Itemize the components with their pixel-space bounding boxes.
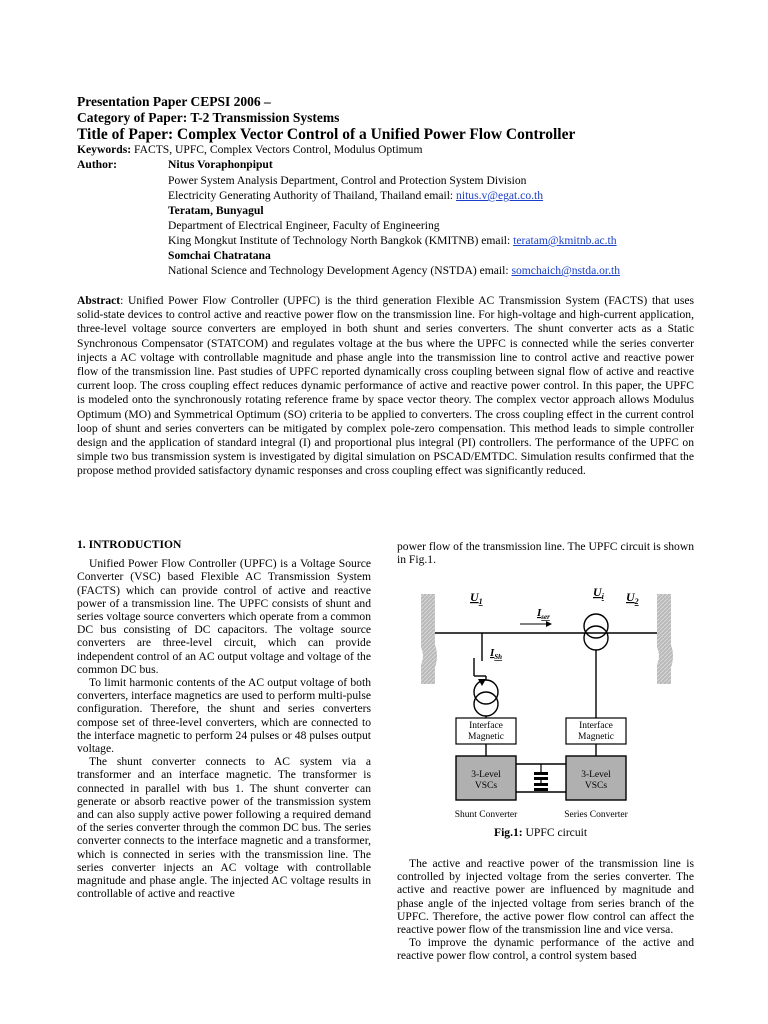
series-converter-label: Series Converter: [564, 810, 628, 820]
shunt-interface-label-1: Interface: [469, 721, 503, 731]
author-affiliation-1: Power System Analysis Department, Control and Protection System Division: [168, 174, 527, 187]
right-column-top: [397, 540, 694, 566]
label-ui: $U_i$: [593, 586, 604, 601]
right-paragraph-0: power flow of the transmission line. The UPFC circuit is shown in Fig.1.: [397, 540, 694, 567]
figure-caption: [494, 826, 587, 839]
author-name-2: Teratam, Bunyagul: [168, 204, 264, 217]
series-current-arrow-icon: [546, 621, 552, 627]
right-busbar: [664, 594, 666, 684]
upfc-figure: [400, 586, 690, 820]
right-paragraph-2: To improve the dynamic performance of the active and reactive power flow control, a control system based: [397, 936, 694, 963]
intro-paragraph-1: Unified Power Flow Controller (UPFC) is a Voltage Source Converter (VSC) based Flexible AC Transmission System (FACTS) which can provide control of active and reactive power of a transmission line. The UPFC consists of shunt and series voltage source converters which operate from a common DC bus consisting of DC capacitors. The voltage source converters are three-level circuit, which can provide independent control of an AC output voltage and voltage of the common DC bus.: [77, 557, 371, 676]
category-line: Category of Paper: T-2 Transmission Systems: [77, 110, 340, 125]
author-label: Author:: [77, 158, 117, 171]
abstract: [77, 294, 694, 479]
left-busbar: [428, 594, 430, 684]
intro-paragraph-2: To limit harmonic contents of the AC output voltage of both converters, interface magnetics are used to perform multi-pulse configuration. Therefore, the shunt and series converters compose set of three-level converters, which are connected to the interface magnetic to perform 24 pulses or 48 pulses output voltage.: [77, 676, 371, 756]
keywords-line: [77, 143, 423, 157]
label-ish: $I_{Sh}$: [490, 647, 503, 661]
author-name-3: Somchai Chatratana: [168, 249, 271, 262]
upfc-circuit-diagram: [400, 586, 690, 820]
introduction-column: [77, 538, 371, 900]
author-email-line-1: [168, 189, 543, 203]
author-email-line-3: [168, 264, 620, 278]
intro-paragraph-3: The shunt converter connects to AC system via a transformer and an interface magnetic. The transformer is connected in parallel with bus 1. The shunt converter can generate or absorb reactive power of the transmission system and can also supply active power following a required demand of the series converter through the common DC bus. The series converter connects to the interface magnetic and a transformer, which is connected in series with the transmission line. The series converter injects an AC voltage with controllable magnitude and phase angle. The injected AC voltage results in controllable of active and reactive: [77, 755, 371, 901]
shunt-interface-label-2: Magnetic: [468, 732, 504, 742]
shunt-vsc-label-2: VSCs: [474, 781, 498, 791]
dc-capacitor-icon: [534, 772, 548, 775]
author-email-prefix-2: King Mongkut Institute of Technology North Bangkok (KMITNB) email:: [168, 234, 514, 247]
paper-title: Title of Paper: Complex Vector Control of a Unified Power Flow Controller: [77, 126, 576, 143]
author-affiliation-2: Department of Electrical Engineer, Faculty of Engineering: [168, 219, 440, 232]
author-email-link-1[interactable]: nitus.v@egat.co.th: [456, 189, 544, 202]
section-heading: 1. INTRODUCTION: [77, 538, 182, 551]
author-email-link-3[interactable]: somchaich@nstda.or.th: [511, 264, 621, 277]
shunt-vsc-label-1: 3-Level: [471, 770, 501, 780]
shunt-converter-label: Shunt Converter: [454, 810, 518, 820]
author-email-prefix-3: National Science and Technology Development Agency (NSTDA) email:: [168, 264, 512, 277]
label-u2: $U_2$: [626, 590, 639, 606]
abstract-label: Abstract: [77, 294, 121, 307]
keywords-label: Keywords:: [77, 143, 132, 156]
series-interface-label-1: Interface: [579, 721, 613, 731]
right-paragraph-1: The active and reactive power of the transmission line is controlled by injected voltage from the series converter. The active and reactive power are influenced by magnitude and phase angle of the injected voltage from series branch of the UPFC. Therefore, the active power flow control can affect the reactive power flow of the transmission line and vice versa.: [397, 857, 694, 937]
series-vsc-label-1: 3-Level: [581, 770, 611, 780]
right-column-bottom: [397, 857, 694, 963]
author-email-line-2: [168, 234, 617, 248]
abstract-text: : Unified Power Flow Controller (UPFC) is the third generation Flexible AC Transmission System (FACTS) that uses solid-state devices to control active and reactive power flow on the transmission line. For high-voltage and high-current application, three-level voltage source converters are employed in both shunt and series converters. The shunt converter acts as a Static Synchronous Compensator (STATCOM) and regulates voltage at the bus where the UPFC is connected while the series converter injects a AC voltage with controllable magnitude and phase angle into the transmission line to control active and reactive power flow of the transmission line. Past studies of UPFC reported dynamically cross coupling between signal flow of active and reactive current loop. The cross coupling effect reduces dynamic performance of active and reactive power control. In this paper, the UPFC is modeled onto the synchronously rotating reference frame by space vector theory. The complex vector approach allows Modulus Optimum (MO) and Symmetrical Optimum (SO) criteria to be applied to converters. The cross coupling effect in the current control loop of shunt and series converters can be mitigated by complex pole-zero compensation. This method leads to simple controller design and the application of standard integral (I) and proportional plus integral (PI) controllers. The performance of the UPFC on simple two bus transmission system is investigated by digital simulation on PSCAD/EMTDC. Simulation results confirmed that the propose method provided satisfactory dynamic responses and cross coupling effect was significantly reduced.: [77, 294, 694, 478]
figure-caption-text: UPFC circuit: [522, 826, 588, 839]
author-email-link-2[interactable]: teratam@kmitnb.ac.th: [513, 234, 617, 247]
series-interface-label-2: Magnetic: [578, 732, 614, 742]
presentation-line: Presentation Paper CEPSI 2006 –: [77, 94, 271, 109]
figure-caption-label: Fig.1:: [494, 826, 523, 839]
label-u1: $U_1$: [470, 590, 483, 606]
label-iser: $I_{ser}$: [537, 607, 550, 621]
author-name-1: Nitus Voraphonpiput: [168, 158, 273, 171]
author-email-prefix-1: Electricity Generating Authority of Thailand, Thailand email:: [168, 189, 457, 202]
keywords-value: FACTS, UPFC, Complex Vectors Control, Modulus Optimum: [134, 143, 423, 156]
series-vsc-label-2: VSCs: [584, 781, 608, 791]
